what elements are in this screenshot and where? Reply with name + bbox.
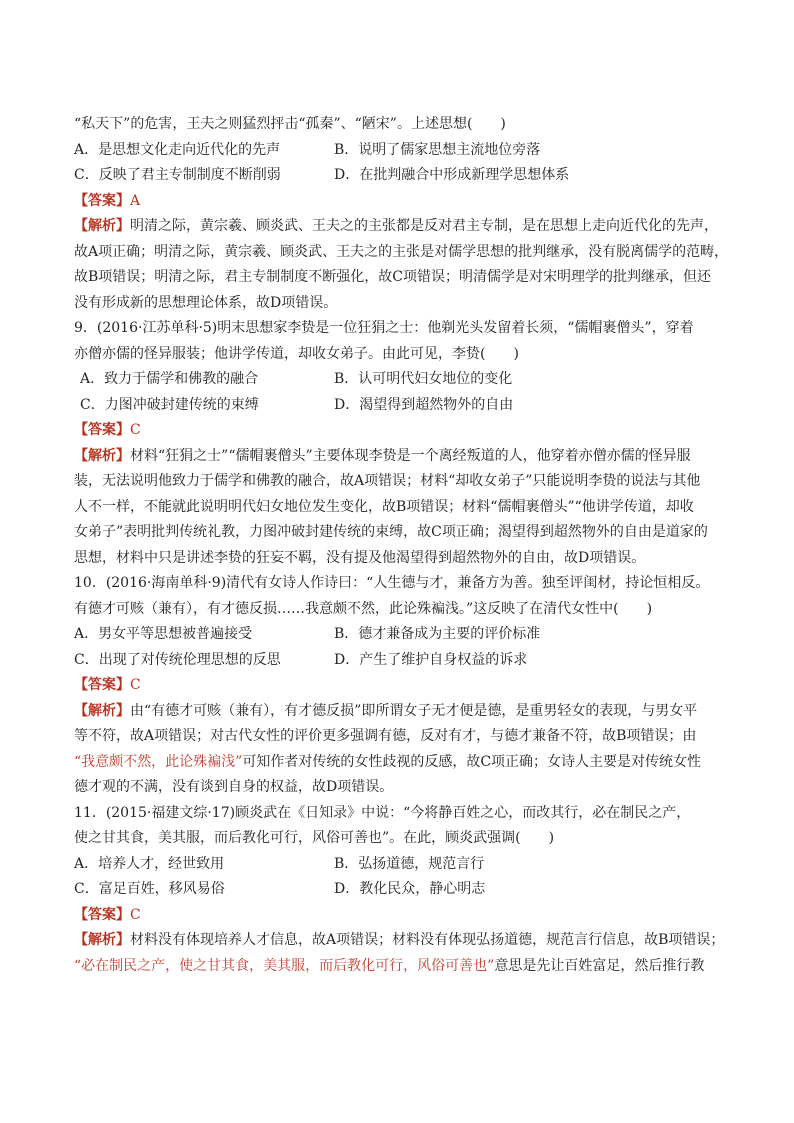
q10-analysis-line-3 <box>74 750 726 776</box>
analysis-label: 【解析】 <box>74 218 130 234</box>
q8-option-c[interactable]: C．反映了君主专制制度不断削弱 <box>74 167 281 183</box>
q11-option-b[interactable]: B．弘扬道德，规范言行 <box>334 855 485 872</box>
q8-option-a[interactable]: A．是思想文化走向近代化的先声 <box>74 141 281 158</box>
q10-option-a[interactable]: A．男女平等思想被普遍接受 <box>74 626 253 642</box>
q10-answer <box>74 673 726 699</box>
q10-options-row-1 <box>74 622 726 648</box>
q9-option-b[interactable]: B．认可明代妇女地位的变化 <box>334 371 513 387</box>
analysis-label: 【解析】 <box>74 932 130 948</box>
q9-option-c[interactable]: C．力图冲破封建传统的束缚 <box>80 396 259 413</box>
q9-option-a[interactable]: A．致力于儒学和佛教的融合 <box>80 371 259 387</box>
q10-analysis-line-1 <box>74 699 726 725</box>
q11-answer <box>74 903 726 929</box>
q10-option-c[interactable]: C．出现了对传统伦理思想的反思 <box>74 651 281 668</box>
answer-value: C <box>130 906 141 923</box>
q11-options-row-1 <box>74 852 726 878</box>
q9-analysis-line-2: 装，无法说明他致力于儒学和佛教的融合，故A项错误；材料“却收女弟子”只能说明李贽的说法与其他 <box>74 473 701 489</box>
answer-value: C <box>130 677 141 693</box>
q11-stem-line-2: 使之甘其食，美其服，而后教化可行，风俗可善也”。在此，顾炎武强调( ) <box>74 830 555 846</box>
answer-label: 【答案】 <box>74 422 130 438</box>
answer-label: 【答案】 <box>74 906 130 923</box>
q10-options-row-2 <box>74 648 726 674</box>
analysis-text: 意思是先让百姓富足，然后推行教 <box>494 957 705 974</box>
q11-stem-line-1: 11．(2015·福建文综·17)顾炎武在《日知录》中说：“今将静百姓之心，而改其行，必在制民之产， <box>74 804 691 821</box>
answer-value: A <box>130 192 141 209</box>
q9-options-row-2 <box>74 393 726 419</box>
q9-options-row-1 <box>74 367 726 393</box>
highlighted-quote: “我意颇不然，此论殊褊浅” <box>74 753 243 770</box>
q9-stem-line-2: 亦僧亦儒的怪异服装；他讲学传道，却收女弟子。由此可见，李贽( ) <box>74 345 519 362</box>
document-content <box>74 112 729 979</box>
q8-option-d[interactable]: D．在批判融合中形成新理学思想体系 <box>334 167 570 183</box>
answer-value: C <box>130 422 141 438</box>
answer-label: 【答案】 <box>74 677 130 693</box>
analysis-text: 可知作者对传统的女性歧视的反感，故C项正确；女诗人主要是对传统女性 <box>242 753 702 770</box>
q8-answer <box>74 189 726 215</box>
q9-analysis-line-4: 女弟子”表明批判传统礼教，力图冲破封建传统的束缚，故C项正确；渴望得到超然物外的自由是道家的 <box>74 524 708 540</box>
q10-analysis-line-4: 德才观的不满，没有谈到自身的权益，故D项错误。 <box>74 779 394 795</box>
analysis-label: 【解析】 <box>74 447 130 464</box>
q8-analysis-line-4: 没有形成新的思想理论体系，故D项错误。 <box>74 294 338 311</box>
q9-analysis-line-3: 人不一样，不能就此说明明代妇女地位发生变化，故B项错误；材料“儒帽裹僧头”“他讲学传道，却收 <box>74 498 694 515</box>
q9-option-d[interactable]: D．渴望得到超然物外的自由 <box>334 396 514 413</box>
q11-analysis-line-1 <box>74 928 726 954</box>
q10-stem-line-2: 有德才可赅（兼有），有才德反损……我意颇不然，此论殊褊浅。”这反映了在清代女性中( ) <box>74 600 653 617</box>
q8-analysis-line-1 <box>74 214 726 240</box>
q8-option-b[interactable]: B．说明了儒家思想主流地位旁落 <box>334 141 541 158</box>
q10-option-b[interactable]: B．德才兼备成为主要的评价标准 <box>334 626 541 642</box>
q8-analysis-line-3: 故B项错误；明清之际，君主专制制度不断强化，故C项错误；明清儒学是对宋明理学的批判继承，但还 <box>74 269 711 285</box>
q8-options-row-2 <box>74 163 726 189</box>
q10-option-d[interactable]: D．产生了维护自身权益的诉求 <box>334 651 528 668</box>
q11-option-d[interactable]: D．教化民众，静心明志 <box>334 881 486 897</box>
analysis-label: 【解析】 <box>74 702 130 719</box>
q8-analysis-line-2: 故A项正确；明清之际，黄宗羲、顾炎武、王夫之的主张是对儒学思想的批判继承，没有脱离儒学的范畴， <box>74 243 729 260</box>
q11-analysis-line-2 <box>74 954 726 980</box>
q11-option-a[interactable]: A．培养人才，经世致用 <box>74 855 225 872</box>
analysis-text: 由“有德才可赅（兼有），有才德反损”即所谓女子无才便是德，是重男轻女的表现，与男女平 <box>130 702 698 719</box>
q11-options-row-2 <box>74 877 726 903</box>
analysis-text: 材料没有体现培养人才信息，故A项错误；材料没有体现弘扬道德，规范言行信息，故B项错误； <box>130 932 725 948</box>
q10-analysis-line-2: 等不符，故A项错误；对古代女性的评价更多强调有德，反对有才，与德才兼备不符，故B项错误；由 <box>74 728 697 744</box>
q11-option-c[interactable]: C．富足百姓，移风易俗 <box>74 881 225 897</box>
q8-stem-tail: “私天下”的危害，王夫之则猛烈抨击“孤秦”、“陋宋”。上述思想( ) <box>74 116 506 132</box>
highlighted-quote: “必在制民之产，使之甘其食，美其服，而后教化可行，风俗可善也” <box>74 957 495 974</box>
answer-label: 【答案】 <box>74 192 130 209</box>
q9-stem-line-1: 9．(2016·江苏单科·5)明末思想家李贽是一位狂狷之士：他剃光头发留着长须，“儒帽裹僧头”，穿着 <box>74 320 694 336</box>
q9-analysis-line-5: 思想，材料中只是讲述李贽的狂妄不羁，没有提及他渴望得到超然物外的自由，故D项错误。 <box>74 549 646 566</box>
q8-options-row-1 <box>74 138 726 164</box>
q10-stem-line-1: 10．(2016·海南单科·9)清代有女诗人作诗曰：“人生德与才，兼备方为善。独至评闺材，持论恒相反。 <box>74 575 710 591</box>
q9-analysis-line-1 <box>74 444 726 470</box>
analysis-text: 明清之际，黄宗羲、顾炎武、王夫之的主张都是反对君主专制，是在思想上走向近代化的先声， <box>130 218 718 234</box>
analysis-text: 材料“狂狷之士”“儒帽裹僧头”主要体现李贽是一个离经叛道的人，他穿着亦僧亦儒的怪异服 <box>130 447 691 464</box>
q9-answer <box>74 418 726 444</box>
